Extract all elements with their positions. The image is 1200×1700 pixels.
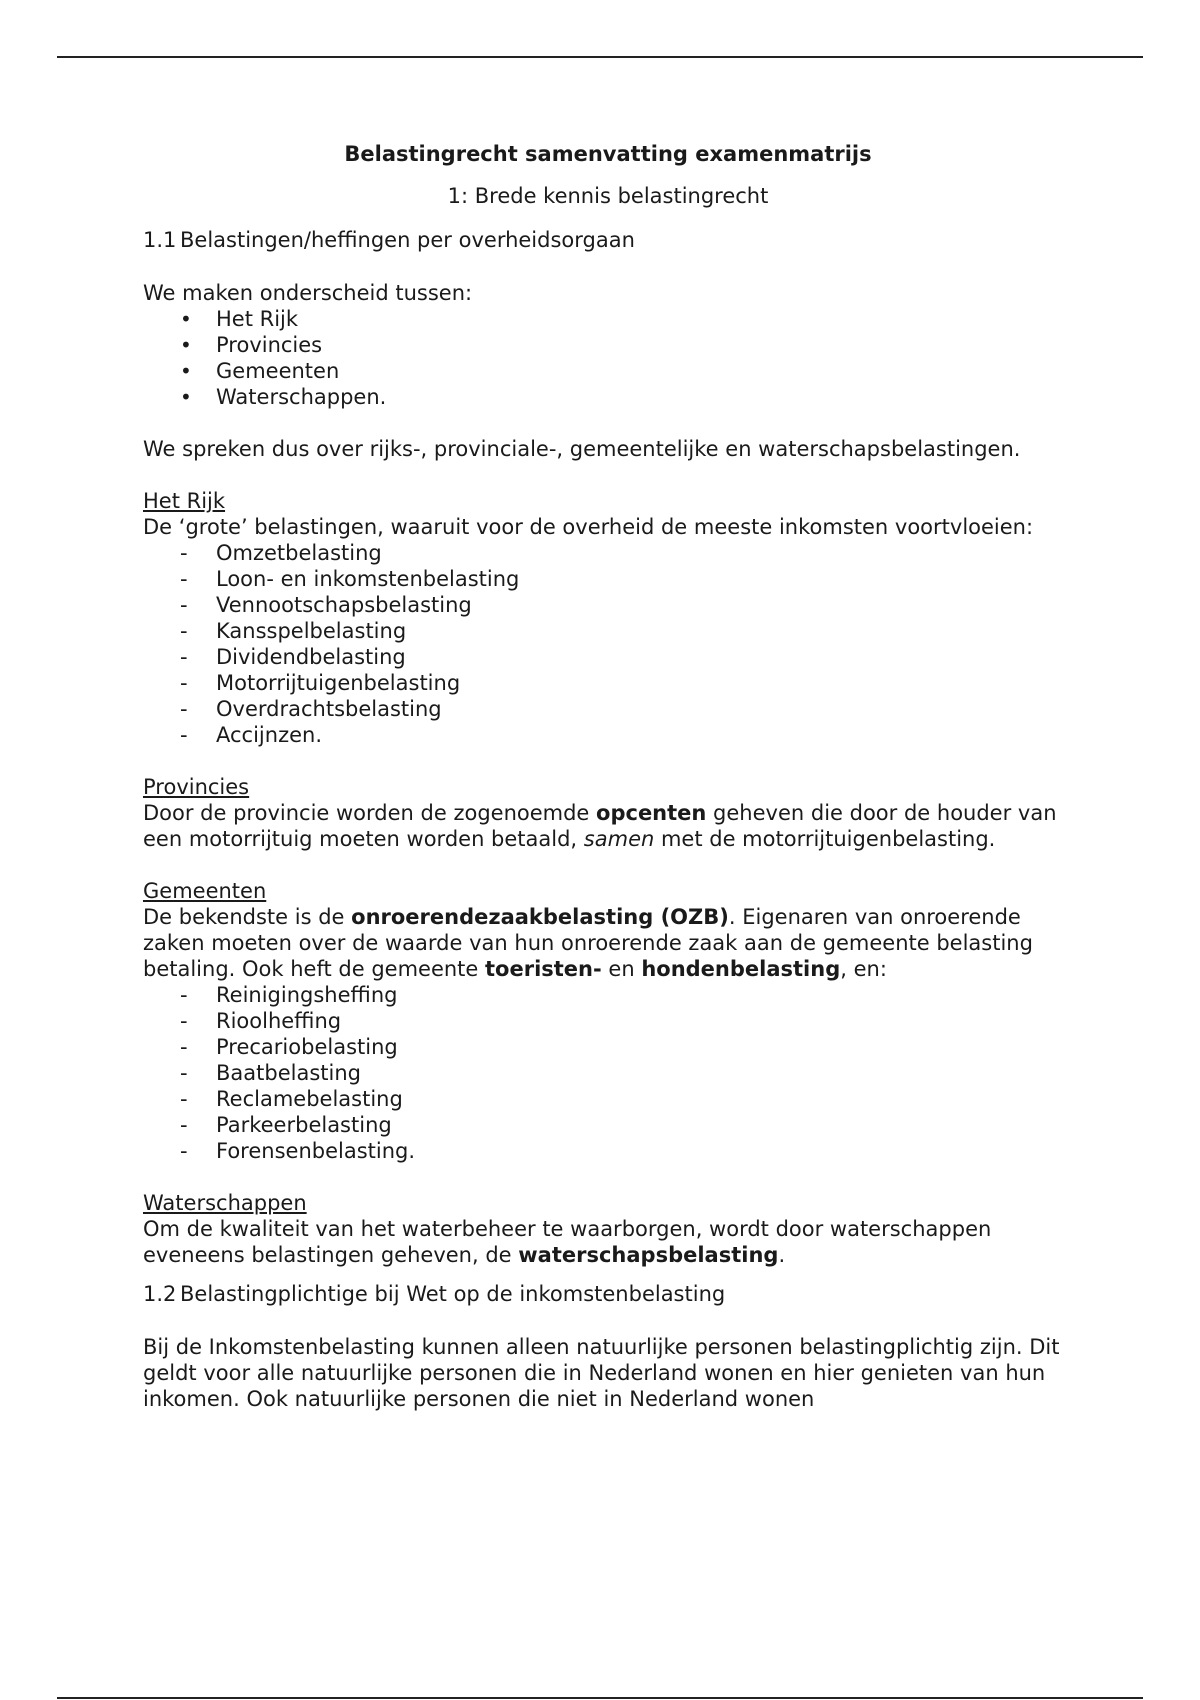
dash-marker: -: [180, 1061, 188, 1085]
list-item: - Kansspelbelasting: [180, 619, 407, 643]
list-item: - Overdrachtsbelasting: [180, 697, 442, 721]
dash-marker: -: [180, 541, 188, 565]
list-item: - Reinigingsheffing: [180, 983, 398, 1007]
document-page: [143, 140, 1073, 1412]
list-item: - Omzetbelasting: [180, 541, 382, 565]
bullet-marker: •: [180, 333, 192, 357]
provincies-heading: Provincies: [143, 775, 250, 799]
document-title: Belastingrecht samenvatting examenmatrijs: [344, 142, 872, 166]
list-item: - Baatbelasting: [180, 1061, 361, 1085]
closing-paragraph: Bij de Inkomstenbelasting kunnen alleen natuurlijke personen belastingplichtig zijn. Dit geldt voor alle natuurlijke personen die in Nederland wonen en hier genieten van hun inkomen. Ook natuurlijke personen die niet in Nederland wonen: [143, 1335, 1060, 1411]
rijk-heading: Het Rijk: [143, 489, 226, 513]
summary-paragraph: We spreken dus over rijks-, provinciale-, gemeentelijke en waterschapsbelastingen.: [143, 437, 1021, 461]
list-item: • Het Rijk: [180, 307, 299, 331]
list-item: • Gemeenten: [180, 359, 340, 383]
header-rule: [57, 56, 1143, 58]
section-title: Belastingplichtige bij Wet op de inkomstenbelasting: [180, 1282, 726, 1306]
list-item: • Waterschappen.: [180, 385, 387, 409]
list-item: - Motorrijtuigenbelasting: [180, 671, 461, 695]
gemeenten-tax-list: [143, 982, 1073, 1164]
dash-marker: -: [180, 567, 188, 591]
list-item: - Forensenbelasting.: [180, 1139, 416, 1163]
list-item: - Precariobelasting: [180, 1035, 398, 1059]
dash-marker: -: [180, 593, 188, 617]
bullet-marker: •: [180, 359, 192, 383]
list-item: - Vennootschapsbelasting: [180, 593, 472, 617]
list-item: - Accijnzen.: [180, 723, 322, 747]
list-item: - Loon- en inkomstenbelasting: [180, 567, 520, 591]
section-heading-1-1: [143, 226, 1073, 254]
list-item: - Reclamebelasting: [180, 1087, 403, 1111]
provincies-paragraph: Door de provincie worden de zogenoemde opcenten geheven die door de houder van een motorrijtuig moeten worden betaald, samen met de motorrijtuigenbelasting.: [143, 801, 1057, 851]
dash-marker: -: [180, 671, 188, 695]
dash-marker: -: [180, 1087, 188, 1111]
bullet-marker: •: [180, 385, 192, 409]
bullet-marker: •: [180, 307, 192, 331]
list-item: - Parkeerbelasting: [180, 1113, 392, 1137]
rijk-tax-list: [143, 540, 1073, 748]
gemeenten-paragraph: De bekendste is de onroerendezaakbelasting (OZB). Eigenaren van onroerende zaken moeten over de waarde van hun onroerende zaak aan de gemeente belasting betaling. Ook heft de gemeente toeristen- en hondenbelasting, en:: [143, 905, 1033, 981]
footer-rule: [57, 1697, 1143, 1699]
dash-marker: -: [180, 723, 188, 747]
waterschappen-paragraph: Om de kwaliteit van het waterbeheer te waarborgen, wordt door waterschappen eveneens belastingen geheven, de waterschapsbelasting.: [143, 1217, 992, 1267]
document-subtitle: 1: Brede kennis belastingrecht: [447, 184, 769, 208]
section-heading-1-2: [143, 1280, 1073, 1308]
list-item: - Rioolheffing: [180, 1009, 342, 1033]
dash-marker: -: [180, 619, 188, 643]
dash-marker: -: [180, 645, 188, 669]
intro-paragraph: We maken onderscheid tussen:: [143, 281, 473, 305]
dash-marker: -: [180, 1009, 188, 1033]
dash-marker: -: [180, 1113, 188, 1137]
dash-marker: -: [180, 1139, 188, 1163]
dash-marker: -: [180, 983, 188, 1007]
list-item: • Provincies: [180, 333, 323, 357]
list-item: - Dividendbelasting: [180, 645, 406, 669]
rijk-paragraph: De ‘grote’ belastingen, waaruit voor de overheid de meeste inkomsten voortvloeien:: [143, 515, 1034, 539]
section-title: Belastingen/heffingen per overheidsorgaan: [180, 228, 635, 252]
section-number: 1.1: [143, 228, 177, 252]
dash-marker: -: [180, 697, 188, 721]
section-number: 1.2: [143, 1282, 177, 1306]
waterschappen-heading: Waterschappen: [143, 1191, 307, 1215]
dash-marker: -: [180, 1035, 188, 1059]
government-bodies-list: [143, 306, 1073, 410]
gemeenten-heading: Gemeenten: [143, 879, 267, 903]
